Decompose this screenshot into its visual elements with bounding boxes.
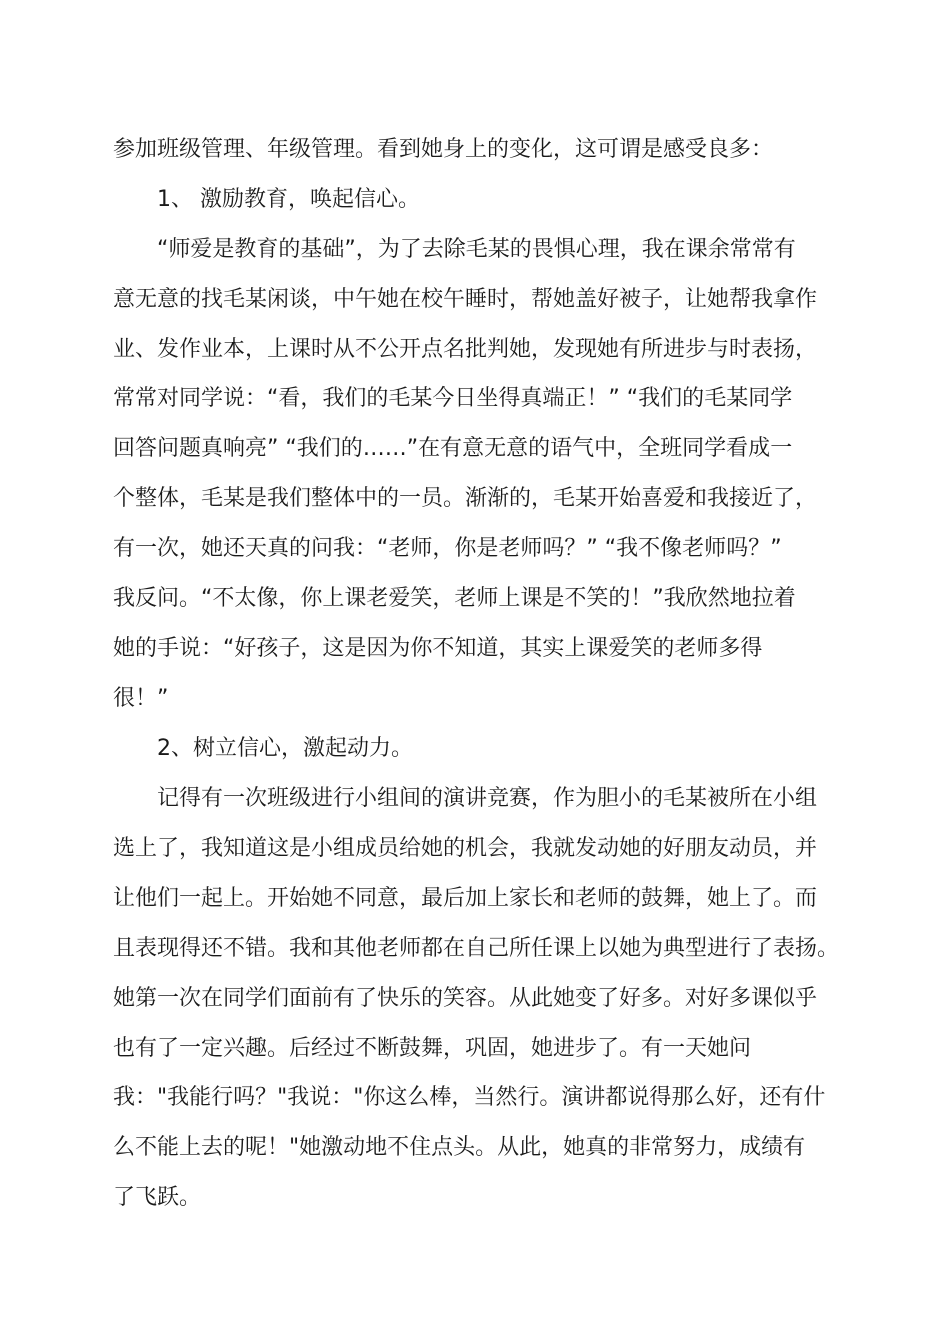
text-line: 记得有一次班级进行小组间的演讲竞赛，作为胆小的毛某被所在小组 [157, 786, 818, 811]
text-line: 让他们一起上。开始她不同意，最后加上家长和老师的鼓舞，她上了。而 [113, 886, 818, 911]
text-line: 我："我能行吗？"我说："你这么棒，当然行。演讲都说得那么好，还有什 [113, 1085, 826, 1110]
text-line: 很！” [113, 686, 169, 711]
text-line: 选上了，我知道这是小组成员给她的机会，我就发动她的好朋友动员，并 [113, 836, 818, 861]
text-line: 回答问题真响亮” “我们的……”在有意无意的语气中，全班同学看成一 [113, 436, 793, 461]
text-line: 了飞跃。 [113, 1185, 202, 1210]
text-line: 也有了一定兴趣。后经过不断鼓舞，巩固，她进步了。有一天她问 [113, 1036, 752, 1061]
text-line: 她的手说：“好孩子，这是因为你不知道，其实上课爱笑的老师多得 [113, 636, 763, 661]
text-line: 个整体，毛某是我们整体中的一员。渐渐的，毛某开始喜爱和我接近了， [113, 486, 818, 511]
text-line: 意无意的找毛某闲谈，中午她在校午睡时，帮她盖好被子，让她帮我拿作 [113, 287, 818, 312]
text-line: 业、发作业本，上课时从不公开点名批判她，发现她有所进步与时表扬， [113, 337, 818, 362]
text-line: 她第一次在同学们面前有了快乐的笑容。从此她变了好多。对好多课似乎 [113, 986, 818, 1011]
text-line: 常常对同学说：“看，我们的毛某今日坐得真端正！” “我们的毛某同学 [113, 386, 793, 411]
text-line: 么不能上去的呢！"她激动地不住点头。从此，她真的非常努力，成绩有 [113, 1135, 806, 1160]
section-heading: 1、 激励教育，唤起信心。 [157, 187, 420, 212]
section-heading: 2、树立信心，激起动力。 [157, 736, 413, 761]
text-line: 我反问。“不太像，你上课老爱笑，老师上课是不笑的！”我欣然地拉着 [113, 586, 796, 611]
text-line: 且表现得还不错。我和其他老师都在自己所任课上以她为典型进行了表扬。 [113, 936, 840, 961]
text-line: “师爱是教育的基础”，为了去除毛某的畏惧心理，我在课余常常有 [157, 237, 796, 262]
text-line: 有一次，她还天真的问我：“老师，你是老师吗？” “我不像老师吗？” [113, 536, 782, 561]
text-line: 参加班级管理、年级管理。看到她身上的变化，这可谓是感受良多： [113, 137, 774, 162]
